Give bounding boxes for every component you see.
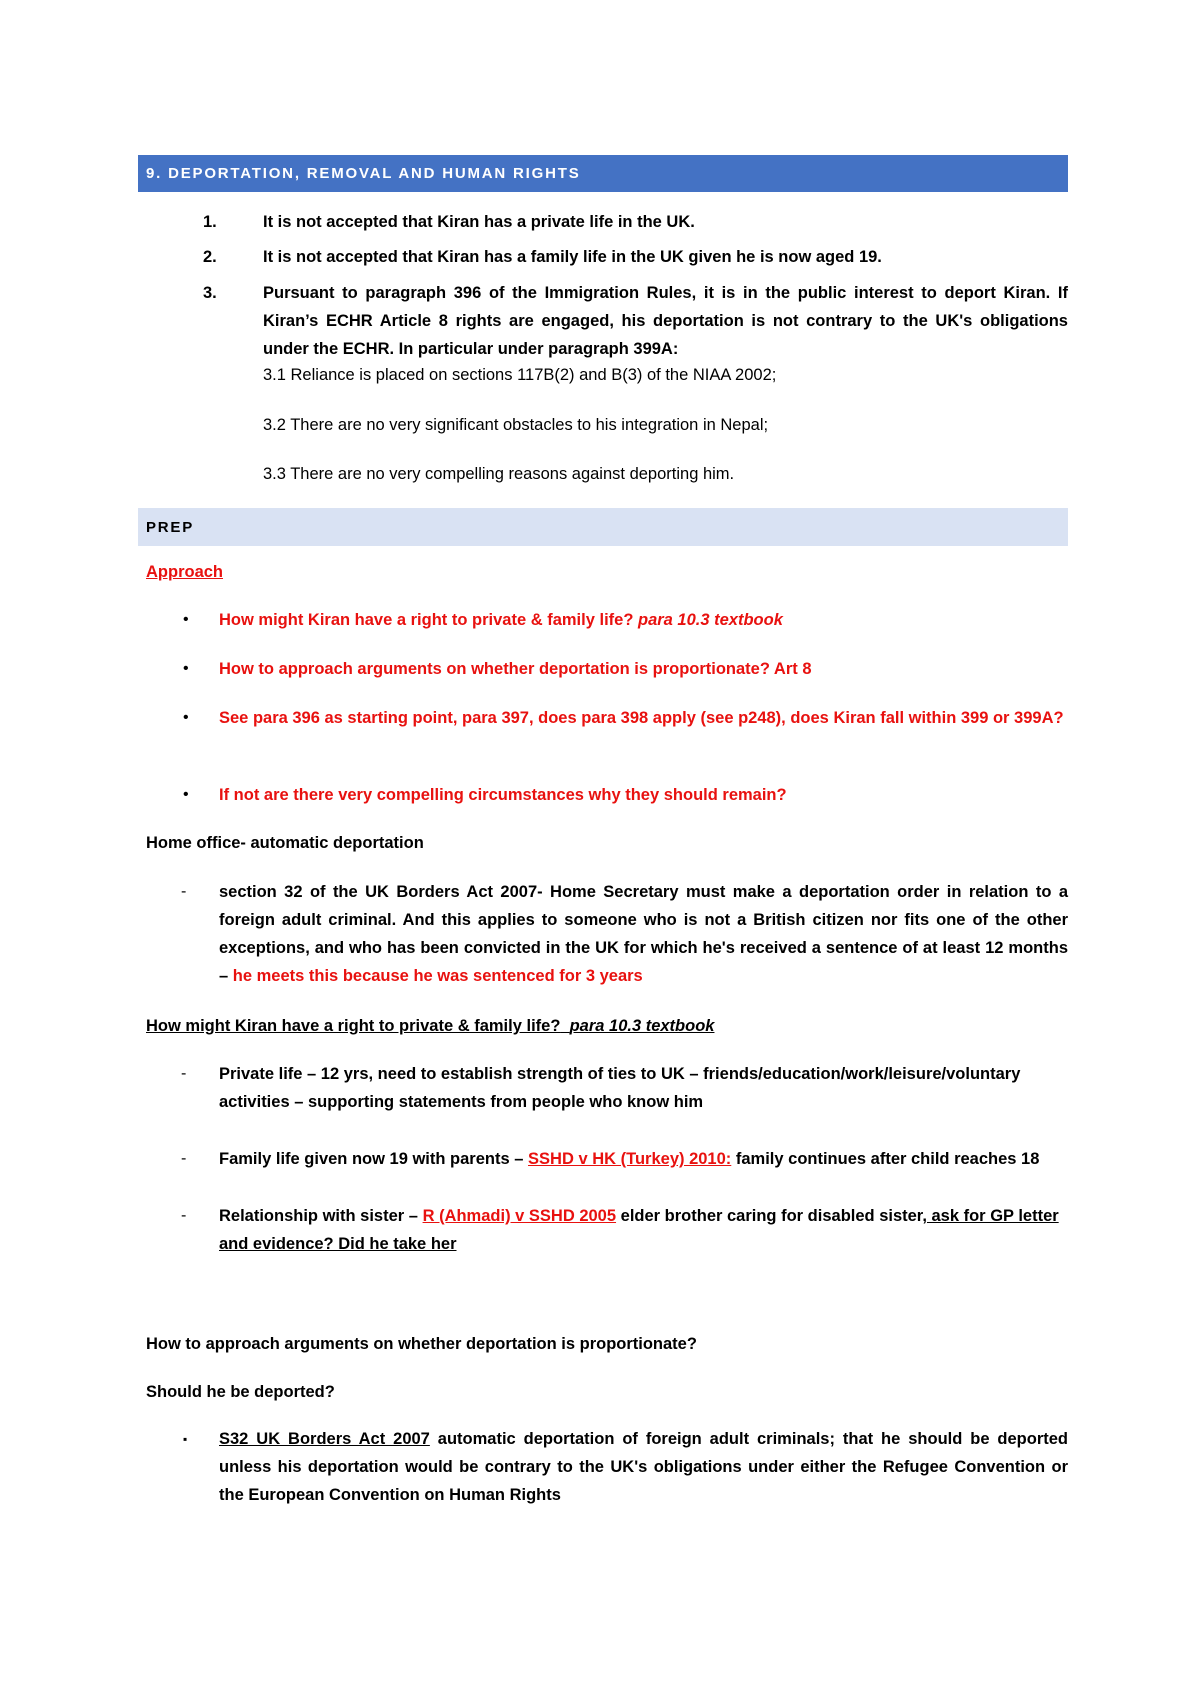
approach-item-1 <box>219 606 1068 634</box>
dash-icon: - <box>181 1207 187 1224</box>
square-bullet-icon: ▪ <box>183 1432 188 1446</box>
private-life-item: Private life – 12 yrs, need to establish strength of ties to UK – friends/education/work/leisure/voluntary activities – supporting statements from people who know him <box>219 1065 1021 1111</box>
point-2: It is not accepted that Kiran has a family life in the UK given he is now aged 19. <box>263 248 882 266</box>
prep-title: PREP <box>146 518 195 536</box>
private-family-title-text: How might Kiran have a right to private & family life? <box>146 1017 561 1035</box>
dash-icon: - <box>181 883 187 900</box>
sentence-note: he meets this because he was sentenced for 3 years <box>232 967 643 985</box>
point-1: It is not accepted that Kiran has a private life in the UK. <box>263 213 695 231</box>
subpoint-3-3: 3.3 There are no very compelling reasons against deporting him. <box>263 465 735 483</box>
point-number: 1. <box>203 213 217 231</box>
bullet-icon: • <box>183 611 189 628</box>
home-office-item <box>219 878 1068 990</box>
dash-icon: - <box>181 1150 187 1167</box>
case-citation: SSHD v HK (Turkey) 2010: <box>528 1150 732 1168</box>
point-number: 3. <box>203 284 217 302</box>
family-life-note: family continues after child reaches 18 <box>735 1150 1040 1168</box>
subpoint-3-2: 3.2 There are no very significant obstacles to his integration in Nepal; <box>263 416 769 434</box>
bullet-icon: • <box>183 786 189 803</box>
should-deport-title: Should he be deported? <box>146 1383 335 1401</box>
section-9-header <box>138 155 1068 192</box>
sister-text: Relationship with sister – <box>219 1207 418 1225</box>
section-9-title: 9. DEPORTATION, REMOVAL AND HUMAN RIGHTS <box>146 165 581 182</box>
approach-item-4: If not are there very compelling circumstances why they should remain? <box>219 786 787 804</box>
subpoint-3-1: 3.1 Reliance is placed on sections 117B(2) and B(3) of the NIAA 2002; <box>263 366 777 384</box>
sister-note: elder brother caring for disabled sister <box>620 1207 923 1225</box>
home-office-title: Home office- automatic deportation <box>146 834 424 852</box>
approach-item-2: How to approach arguments on whether deportation is proportionate? Art 8 <box>219 660 812 678</box>
textbook-ref: para 10.3 textbook <box>638 611 783 629</box>
home-office-item-text: section 32 of the UK Borders Act 2007- Home Secretary must make a deportation order in relation to a foreign adult criminal. And this applies to someone who is not a British citizen nor fits one of the other exceptions, and who has been convicted in the UK for which he's received a sentence of at least 12 months – <box>219 883 1068 985</box>
private-family-title <box>146 1012 714 1040</box>
s32-ref: S32 UK Borders Act 2007 <box>219 1430 430 1448</box>
s32-text: automatic deportation of foreign adult criminals; that he should be deported unless his deportation would be contrary to the UK's obligations under either the Refugee Convention or the European Convention on Human Rights <box>219 1430 1069 1504</box>
proportionate-title: How to approach arguments on whether deportation is proportionate? <box>146 1335 697 1353</box>
family-life-text: Family life given now 19 with parents – <box>219 1150 524 1168</box>
prep-header <box>138 508 1068 546</box>
point-3: Pursuant to paragraph 396 of the Immigration Rules, it is in the public interest to deport Kiran. If Kiran’s ECHR Article 8 rights are engaged, his deportation is not contrary to the UK's obligations under the ECHR. In particular under paragraph 399A: <box>263 284 1068 358</box>
case-citation: R (Ahmadi) v SSHD 2005 <box>422 1207 617 1225</box>
s32-item <box>219 1425 1068 1509</box>
gp-letter-note: , ask for GP letter and evidence? Did he take her <box>219 1207 1059 1253</box>
approach-title: Approach <box>146 563 224 581</box>
family-life-item <box>219 1145 1068 1173</box>
bullet-icon: • <box>183 660 189 677</box>
sister-item <box>219 1202 1068 1258</box>
bullet-icon: • <box>183 709 189 726</box>
approach-item-3: See para 396 as starting point, para 397, does para 398 apply (see p248), does Kiran fall within 399 or 399A? <box>219 709 1064 727</box>
point-number: 2. <box>203 248 217 266</box>
dash-icon: - <box>181 1065 187 1082</box>
approach-item-text: How might Kiran have a right to private & family life? <box>219 611 634 629</box>
textbook-ref: para 10.3 textbook <box>569 1017 715 1035</box>
